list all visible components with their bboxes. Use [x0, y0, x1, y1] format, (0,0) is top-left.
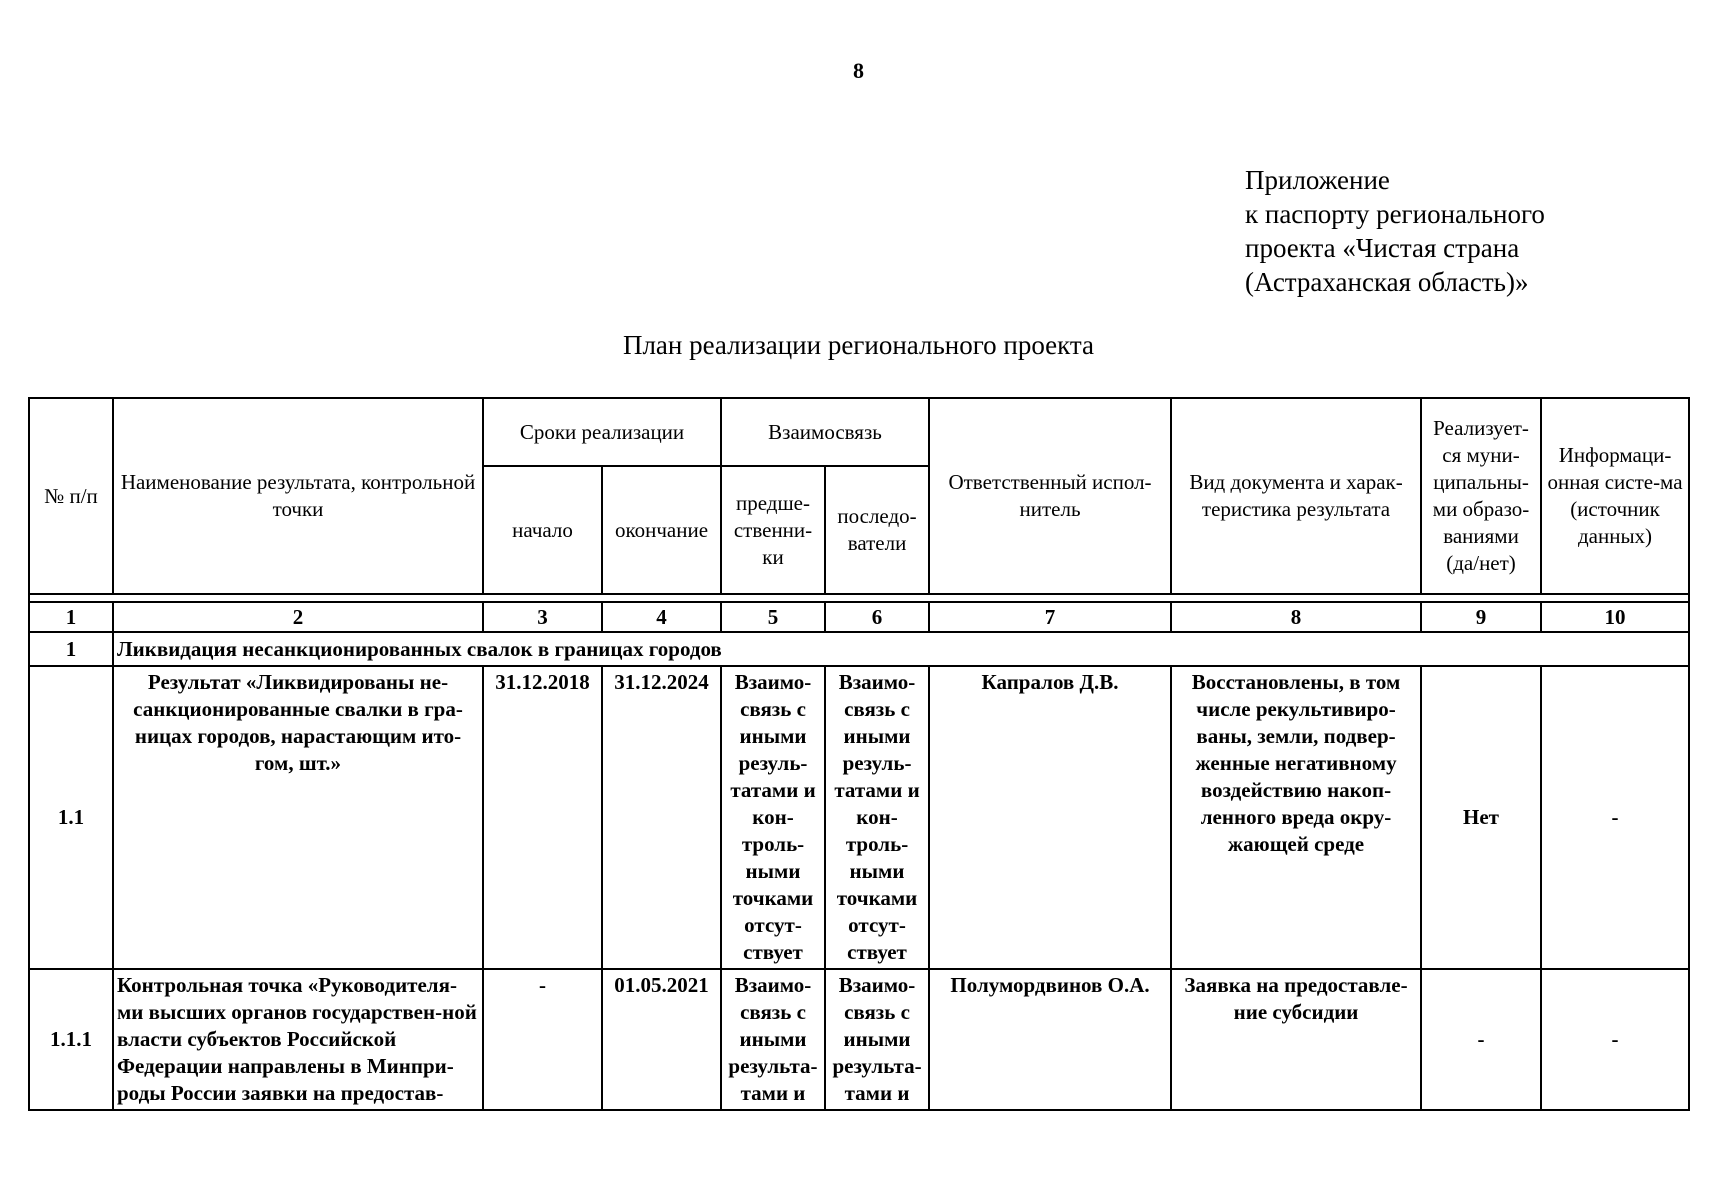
column-number: 4: [602, 602, 721, 632]
header-row-top: [29, 398, 1689, 466]
row-name: Контрольная точка «Руководителя-ми высших органов государствен-ной власти субъектов Российской Федерации направлены в Минпри-роды России заявки на предостав-: [113, 969, 483, 1110]
appendix-line: (Астраханская область)»: [1245, 267, 1529, 297]
header-terms: Сроки реализации: [483, 398, 721, 466]
row-doc-type: Заявка на предоставле-ние субсидии: [1171, 969, 1421, 1110]
column-number: 8: [1171, 602, 1421, 632]
row-municipal: Нет: [1421, 666, 1541, 969]
column-number: 10: [1541, 602, 1689, 632]
row-predecessors: Взаимо-связь с иными результа-тами и: [721, 969, 825, 1110]
column-number: 9: [1421, 602, 1541, 632]
column-number: 2: [113, 602, 483, 632]
row-municipal: -: [1421, 969, 1541, 1110]
appendix-line: Приложение: [1245, 165, 1390, 195]
appendix-line: проекта «Чистая страна: [1245, 233, 1520, 263]
header-responsible: Ответственный испол-нитель: [929, 398, 1171, 594]
header-relation: Взаимосвязь: [721, 398, 929, 466]
implementation-plan-table: [28, 397, 1690, 1111]
row-end: 01.05.2021: [602, 969, 721, 1110]
header-municipal: Реализует-ся муни-ципальны-ми образо-ваниями (да/нет): [1421, 398, 1541, 594]
header-predecessors: предше-ственни-ки: [721, 466, 825, 594]
row-num: 1.1.1: [29, 969, 113, 1110]
table-row: [29, 969, 1689, 1110]
header-info-system: Информаци-онная систе-ма (источник данных): [1541, 398, 1689, 594]
header-name: Наименование результата, контрольной точки: [113, 398, 483, 594]
row-responsible: Полумордвинов О.А.: [929, 969, 1171, 1110]
row-followers: Взаимо-связь с иными резуль-татами и кон-троль-ными точками отсут-ствует: [825, 666, 929, 969]
section-num: 1: [29, 632, 113, 666]
row-name: Результат «Ликвидированы не-санкционированные свалки в гра-ницах городов, нарастающим ито-гом, шт.»: [113, 666, 483, 969]
column-number: 5: [721, 602, 825, 632]
header-num: № п/п: [29, 398, 113, 594]
section-title: Ликвидация несанкционированных свалок в границах городов: [113, 632, 1689, 666]
column-number: 3: [483, 602, 602, 632]
row-doc-type: Восстановлены, в том числе рекультивиро-ваны, земли, подвер-женные негативному воздействию накоп-ленного вреда окру-жающей среде: [1171, 666, 1421, 969]
page-number: 8: [853, 58, 864, 83]
appendix-note: [1245, 163, 1545, 299]
row-info-system: -: [1541, 666, 1689, 969]
row-info-system: -: [1541, 969, 1689, 1110]
column-number: 6: [825, 602, 929, 632]
column-number: 7: [929, 602, 1171, 632]
table-row: [29, 666, 1689, 969]
row-end: 31.12.2024: [602, 666, 721, 969]
row-start: 31.12.2018: [483, 666, 602, 969]
row-predecessors: Взаимо-связь с иными резуль-татами и кон-троль-ными точками отсут-ствует: [721, 666, 825, 969]
document-title: План реализации регионального проекта: [622, 330, 1095, 360]
header-end: окончание: [602, 466, 721, 594]
row-num: 1.1: [29, 666, 113, 969]
row-responsible: Капралов Д.В.: [929, 666, 1171, 969]
row-start: -: [483, 969, 602, 1110]
header-separator: [29, 594, 1689, 602]
header-start: начало: [483, 466, 602, 594]
appendix-line: к паспорту регионального: [1245, 199, 1545, 229]
header-followers: последо-ватели: [825, 466, 929, 594]
section-row: [29, 632, 1689, 666]
row-followers: Взаимо-связь с иными результа-тами и: [825, 969, 929, 1110]
column-number: 1: [29, 602, 113, 632]
column-numbers-row: [29, 602, 1689, 632]
header-doc-type: Вид документа и харак-теристика результата: [1171, 398, 1421, 594]
